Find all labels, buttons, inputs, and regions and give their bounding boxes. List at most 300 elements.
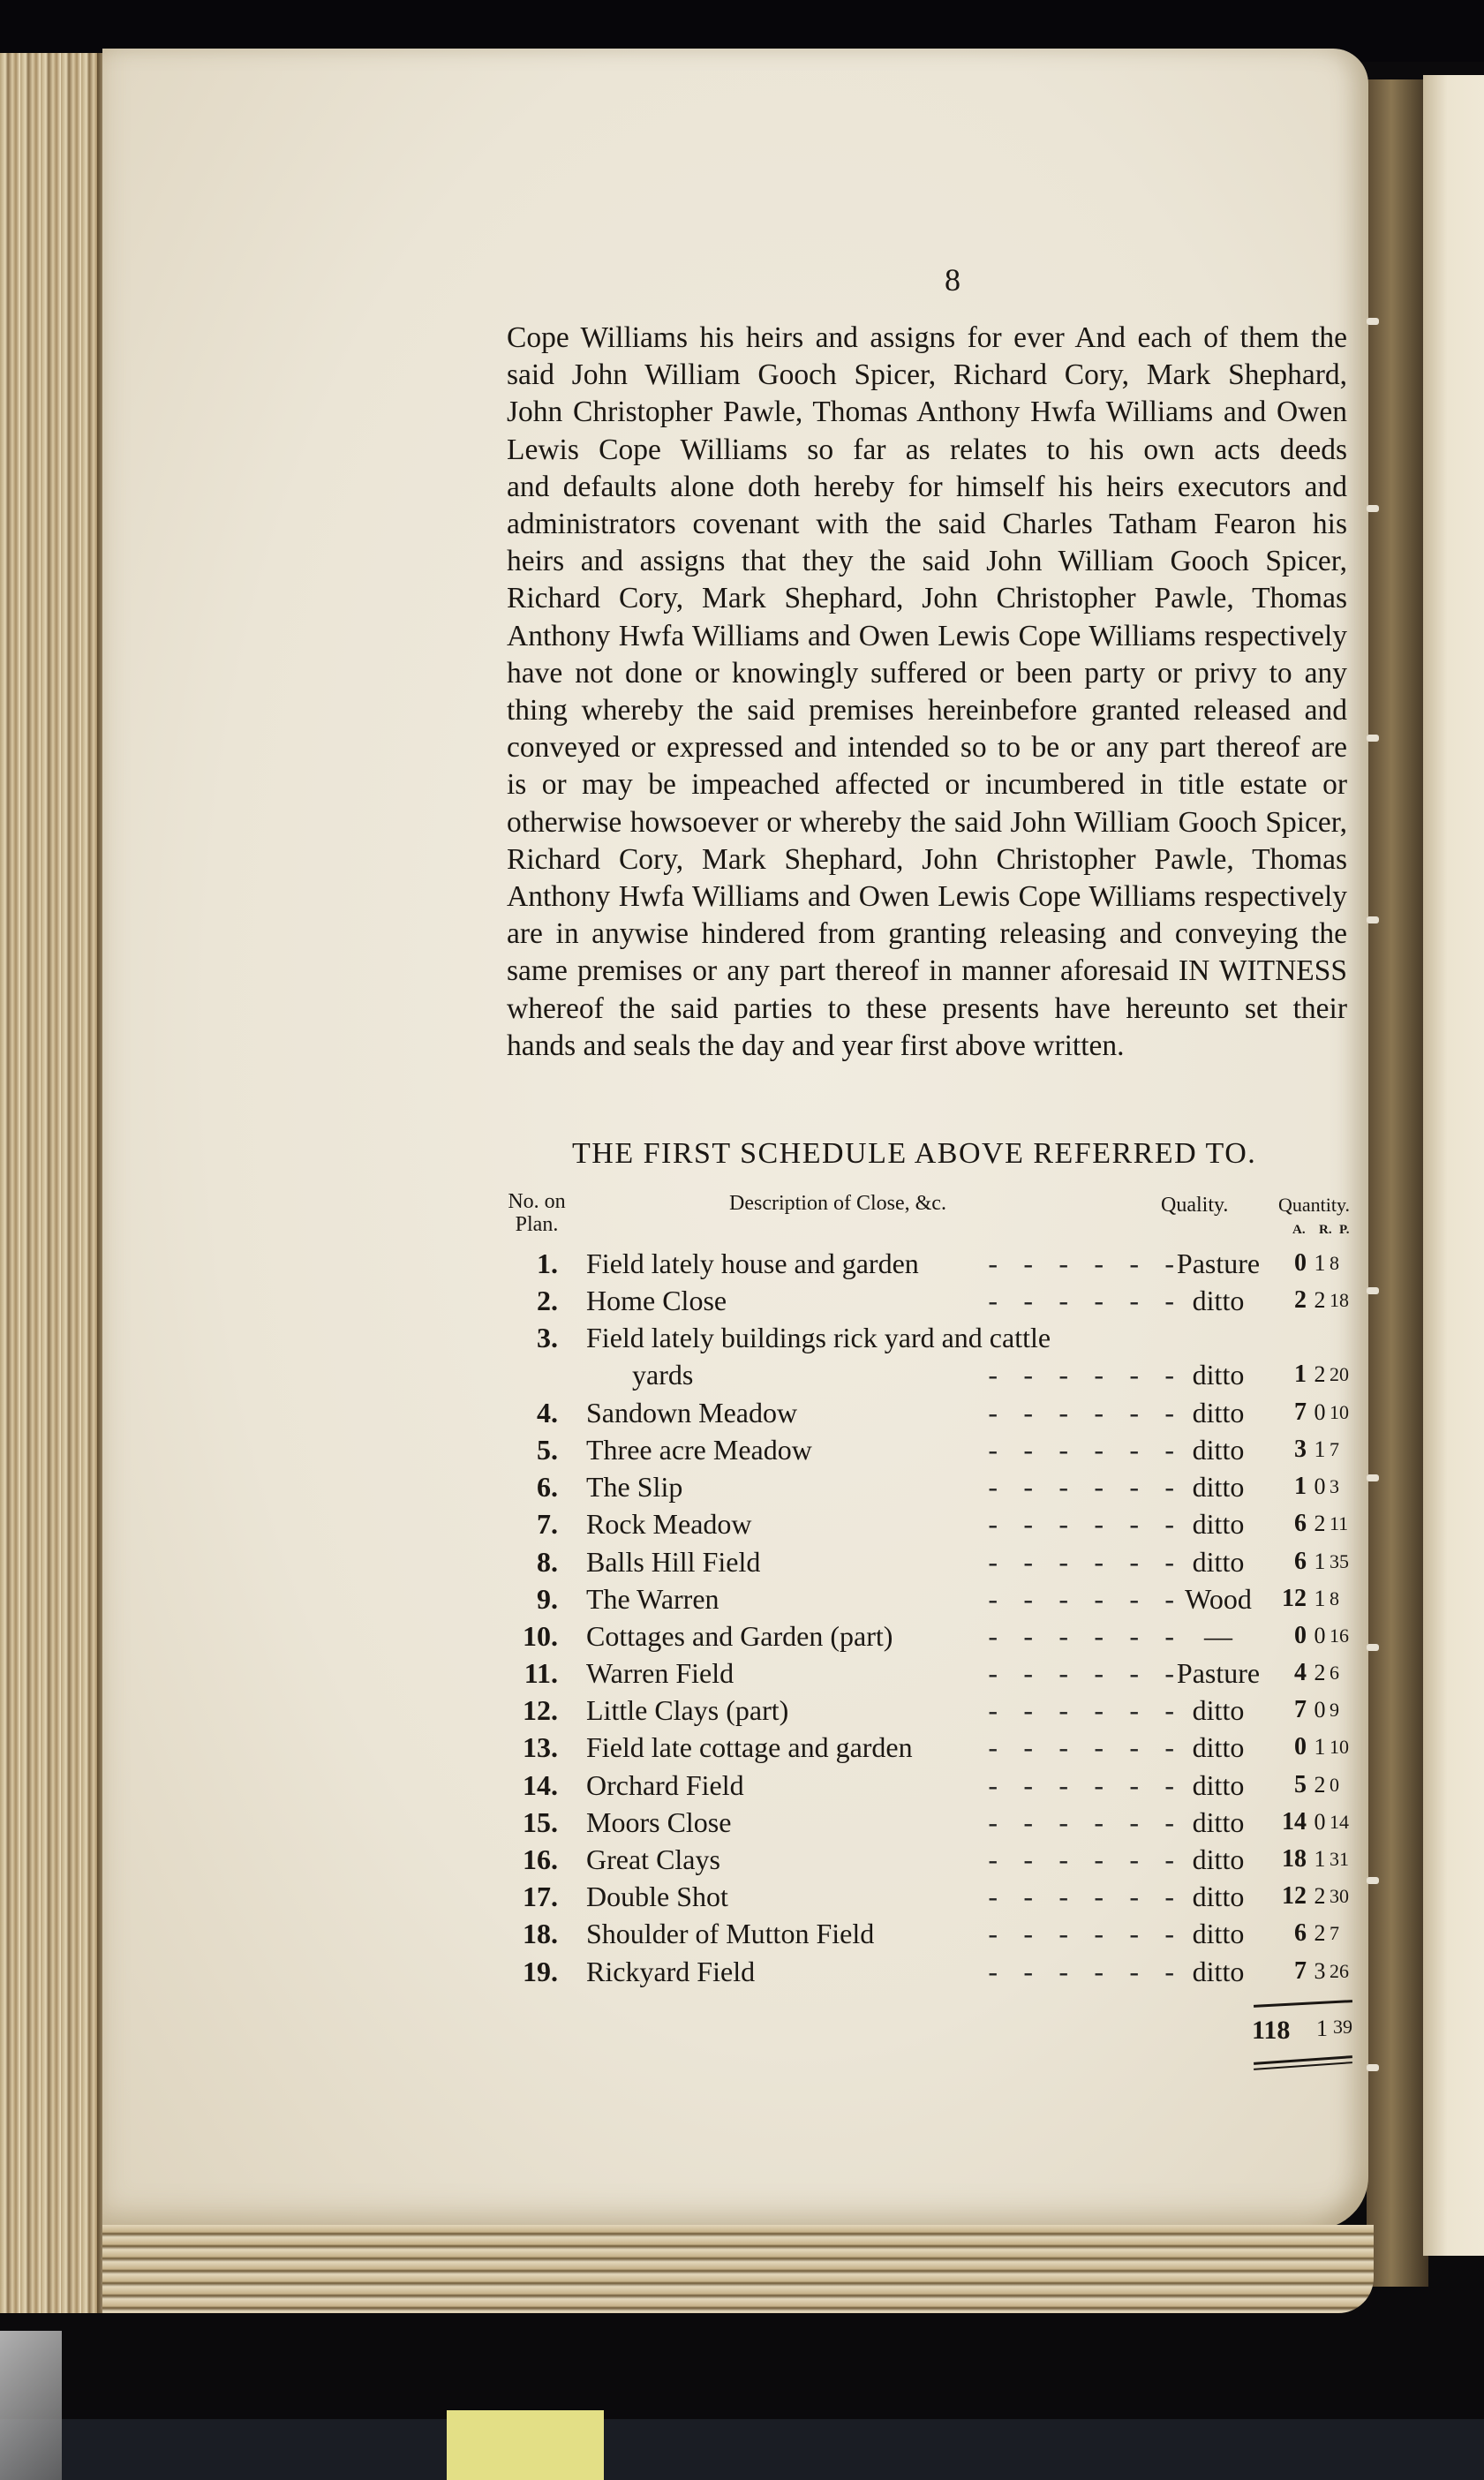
plan-number: 9.: [537, 1582, 558, 1615]
table-row: [503, 1282, 1351, 1319]
perches-cell: 26: [1330, 1959, 1349, 1982]
roods-cell: 2: [1314, 1920, 1326, 1947]
perches-cell: 31: [1330, 1848, 1349, 1871]
leader-dot: -: [988, 1433, 998, 1466]
dot-leader: [962, 1394, 1174, 1431]
leader-dot: -: [1129, 1694, 1139, 1727]
table-row: [503, 1841, 1351, 1878]
column-header-quality: Quality.: [1161, 1194, 1229, 1217]
perches-cell: 11: [1330, 1512, 1349, 1535]
leader-dot: -: [988, 1657, 998, 1690]
quality-cell: ditto: [1192, 1768, 1245, 1801]
acres-cell: 0: [1294, 1249, 1307, 1277]
dot-leader: [962, 1655, 1174, 1692]
roods-cell: 2: [1314, 1287, 1326, 1314]
leader-dot: -: [1094, 1359, 1104, 1391]
dot-leader: [962, 1282, 1174, 1319]
leader-dot: -: [1094, 1805, 1104, 1838]
dot-leader: [962, 1692, 1174, 1729]
acres-cell: 5: [1294, 1770, 1307, 1798]
leader-dot: -: [1094, 1433, 1104, 1466]
acres-cell: 6: [1294, 1919, 1307, 1948]
dot-leader: [962, 1729, 1174, 1766]
quality-cell: ditto: [1192, 1731, 1245, 1764]
leader-dot: -: [988, 1918, 998, 1950]
leader-dot: -: [1023, 1731, 1033, 1764]
leader-dot: -: [1058, 1359, 1068, 1391]
leader-dot: -: [1164, 1545, 1174, 1578]
leader-dot: -: [1023, 1433, 1033, 1466]
text-line: Anthony Hwfa Williams and Owen Lewis Cope Williams respectively: [507, 619, 1347, 652]
roods-cell: 1: [1314, 1846, 1326, 1873]
close-description: Field lately house and garden: [586, 1248, 919, 1279]
leader-dot: -: [1094, 1918, 1104, 1950]
leader-dot: -: [1164, 1805, 1174, 1838]
close-description: Three acre Meadow: [586, 1433, 812, 1466]
acres-cell: 14: [1282, 1807, 1307, 1836]
text-line: and defaults alone doth hereby for himself his heirs executors and: [507, 470, 1347, 503]
perches-cell: 6: [1330, 1662, 1339, 1685]
schedule-table: [503, 1245, 1351, 1990]
leader-dot: -: [988, 1508, 998, 1541]
leader-dot: -: [1129, 1545, 1139, 1578]
text-line: Lewis Cope Williams so far as relates to his own acts deeds: [507, 433, 1347, 466]
plan-number: 13.: [523, 1731, 558, 1764]
text-line: Cope Williams his heirs and assigns for ever And each of them the: [507, 321, 1347, 354]
roods-cell: 1: [1314, 1436, 1326, 1462]
close-description: Great Clays: [586, 1843, 720, 1876]
leader-dot: -: [1023, 1471, 1033, 1504]
leader-dot: -: [1023, 1582, 1033, 1615]
leader-dot: -: [1023, 1359, 1033, 1391]
leader-dot: -: [988, 1285, 998, 1317]
table-row: [503, 1767, 1351, 1804]
acres-cell: 0: [1294, 1621, 1307, 1649]
leader-dot: -: [988, 1694, 998, 1727]
quality-cell: ditto: [1192, 1881, 1245, 1913]
table-row: [503, 1953, 1351, 1990]
quality-cell: ditto: [1192, 1359, 1245, 1391]
leader-dot: -: [1164, 1694, 1174, 1727]
leader-dot: -: [1023, 1508, 1033, 1541]
dot-leader: [962, 1580, 1174, 1617]
text-line: have not done or knowingly suffered or been party or privy to any: [507, 656, 1347, 690]
leader-dot: -: [1129, 1285, 1139, 1317]
dot-leader: [962, 1953, 1174, 1990]
perches-cell: 16: [1330, 1624, 1349, 1647]
leader-dot: -: [1058, 1285, 1068, 1317]
leader-dot: -: [1129, 1508, 1139, 1541]
roods-cell: 2: [1314, 1660, 1326, 1686]
perches-cell: 9: [1330, 1699, 1339, 1722]
leader-dot: -: [1094, 1508, 1104, 1541]
plan-number: 10.: [523, 1619, 558, 1652]
table-row: [503, 1468, 1351, 1505]
table-row: [503, 1245, 1351, 1282]
leader-dot: -: [1129, 1805, 1139, 1838]
roods-cell: 3: [1314, 1957, 1326, 1984]
leader-dot: -: [1023, 1657, 1033, 1690]
plan-number: 4.: [537, 1396, 558, 1428]
leader-dot: -: [1058, 1955, 1068, 1987]
table-row: [503, 1878, 1351, 1915]
plan-number: 5.: [537, 1433, 558, 1466]
leader-dot: -: [1094, 1843, 1104, 1876]
text-line: are in anywise hindered from granting releasing and conveying the: [507, 917, 1347, 951]
acres-cell: 18: [1282, 1845, 1307, 1873]
dot-leader: [962, 1804, 1174, 1841]
leader-dot: -: [1094, 1955, 1104, 1987]
dot-leader: [962, 1841, 1174, 1878]
plan-number: 17.: [523, 1881, 558, 1913]
roods-cell: 1: [1314, 1250, 1326, 1276]
plan-number: 18.: [523, 1918, 558, 1950]
leader-dot: -: [1094, 1619, 1104, 1652]
leader-dot: -: [1094, 1881, 1104, 1913]
column-header-roods: R.: [1319, 1223, 1332, 1237]
acres-cell: 4: [1294, 1659, 1307, 1687]
quality-cell: Pasture: [1176, 1657, 1261, 1690]
table-row: [503, 1655, 1351, 1692]
leader-dot: -: [1129, 1619, 1139, 1652]
close-description-continued: yards: [632, 1359, 694, 1391]
leader-dot: -: [988, 1805, 998, 1838]
close-description: Warren Field: [586, 1657, 734, 1690]
plan-number: 11.: [524, 1657, 558, 1690]
text-line: thing whereby the said premises hereinbefore granted released and: [507, 694, 1347, 727]
table-row: [503, 1543, 1351, 1580]
roods-cell: 1: [1314, 1585, 1326, 1611]
leader-dot: -: [988, 1731, 998, 1764]
table-row: [503, 1505, 1351, 1542]
close-description: Field late cottage and garden: [586, 1731, 913, 1764]
close-description: Rickyard Field: [586, 1955, 756, 1987]
roods-cell: 0: [1314, 1398, 1326, 1425]
leader-dot: -: [1058, 1619, 1068, 1652]
roods-cell: 1: [1314, 1734, 1326, 1760]
leader-dot: -: [1164, 1396, 1174, 1428]
leader-dot: -: [1164, 1359, 1174, 1391]
leader-dot: -: [1023, 1881, 1033, 1913]
leader-dot: -: [988, 1619, 998, 1652]
leader-dot: -: [1058, 1396, 1068, 1428]
acres-cell: 6: [1294, 1547, 1307, 1575]
leader-dot: -: [1129, 1359, 1139, 1391]
dot-leader: [962, 1543, 1174, 1580]
perches-cell: 18: [1330, 1289, 1349, 1312]
leader-dot: -: [1058, 1508, 1068, 1541]
leader-dot: -: [1164, 1619, 1174, 1652]
leader-dot: -: [1129, 1731, 1139, 1764]
table-row: [503, 1617, 1351, 1655]
quality-cell: ditto: [1192, 1545, 1245, 1578]
text-line: whereof the said parties to these presents have hereunto set their: [507, 991, 1347, 1025]
leader-dot: -: [988, 1396, 998, 1428]
acres-cell: 7: [1294, 1398, 1307, 1426]
leader-dot: -: [1023, 1694, 1033, 1727]
leader-dot: -: [1058, 1248, 1068, 1279]
perches-cell: 14: [1330, 1810, 1349, 1833]
leader-dot: -: [1058, 1433, 1068, 1466]
column-header-no-line2: Plan.: [515, 1213, 559, 1236]
leader-dot: -: [1129, 1248, 1139, 1279]
leader-dot: -: [1164, 1768, 1174, 1801]
leader-dot: -: [1164, 1881, 1174, 1913]
leader-dot: -: [1129, 1918, 1139, 1950]
plan-number: 2.: [537, 1285, 558, 1317]
perches-cell: 0: [1330, 1773, 1339, 1796]
leader-dot: -: [1023, 1248, 1033, 1279]
leader-dot: -: [1164, 1248, 1174, 1279]
leader-dot: -: [1094, 1545, 1104, 1578]
close-description: Rock Meadow: [586, 1508, 752, 1541]
text-line: John Christopher Pawle, Thomas Anthony Hwfa Williams and Owen: [507, 396, 1347, 429]
leader-dot: -: [1058, 1805, 1068, 1838]
acres-cell: 12: [1282, 1584, 1307, 1612]
quality-cell: ditto: [1192, 1955, 1245, 1987]
column-header-no: [503, 1190, 570, 1236]
leader-dot: -: [1164, 1657, 1174, 1690]
quality-cell: Pasture: [1176, 1248, 1261, 1279]
plan-number: 6.: [537, 1471, 558, 1504]
table-row: [503, 1431, 1351, 1468]
table-row: [503, 1915, 1351, 1952]
leader-dot: -: [1129, 1433, 1139, 1466]
acres-cell: 6: [1294, 1510, 1307, 1538]
leader-dot: -: [1129, 1768, 1139, 1801]
leader-dot: -: [1164, 1955, 1174, 1987]
leader-dot: -: [1094, 1731, 1104, 1764]
leader-dot: -: [1164, 1433, 1174, 1466]
leader-dot: -: [1058, 1582, 1068, 1615]
quality-cell: —: [1204, 1619, 1232, 1652]
schedule-title: THE FIRST SCHEDULE ABOVE REFERRED TO.: [572, 1137, 1257, 1170]
dot-leader: [962, 1468, 1174, 1505]
leader-dot: -: [1129, 1955, 1139, 1987]
close-description: Moors Close: [586, 1805, 732, 1838]
dot-leader: [962, 1245, 1174, 1282]
table-row: [503, 1394, 1351, 1431]
quality-cell: ditto: [1192, 1396, 1245, 1428]
table-row: [503, 1580, 1351, 1617]
leader-dot: -: [1094, 1582, 1104, 1615]
perches-cell: 3: [1330, 1475, 1339, 1498]
roods-cell: 0: [1314, 1697, 1326, 1723]
leader-dot: -: [1023, 1285, 1033, 1317]
plan-number: 15.: [523, 1805, 558, 1838]
leader-dot: -: [1023, 1396, 1033, 1428]
leader-dot: -: [1164, 1731, 1174, 1764]
leader-dot: -: [1129, 1471, 1139, 1504]
close-description: Sandown Meadow: [586, 1396, 798, 1428]
close-description: Shoulder of Mutton Field: [586, 1918, 875, 1950]
roods-cell: 2: [1314, 1771, 1326, 1798]
leader-dot: -: [1094, 1285, 1104, 1317]
close-description: Double Shot: [586, 1881, 728, 1913]
close-description: Orchard Field: [586, 1768, 744, 1801]
text-line: otherwise howsoever or whereby the said John William Gooch Spicer,: [507, 805, 1347, 839]
leader-dot: -: [1164, 1843, 1174, 1876]
acres-cell: 12: [1282, 1882, 1307, 1911]
leader-dot: -: [1058, 1768, 1068, 1801]
text-line: Richard Cory, Mark Shephard, John Christopher Pawle, Thomas: [507, 842, 1347, 876]
perches-cell: 7: [1330, 1922, 1339, 1945]
dot-leader: [962, 1915, 1174, 1952]
dot-leader: [962, 1505, 1174, 1542]
acres-cell: 0: [1294, 1733, 1307, 1761]
leader-dot: -: [1094, 1694, 1104, 1727]
roods-cell: 2: [1314, 1883, 1326, 1910]
leader-dot: -: [1164, 1582, 1174, 1615]
quality-cell: ditto: [1192, 1843, 1245, 1876]
leader-dot: -: [1023, 1843, 1033, 1876]
roods-cell: 0: [1314, 1474, 1326, 1500]
dot-leader: [962, 1431, 1174, 1468]
table-row: [503, 1692, 1351, 1729]
leader-dot: -: [988, 1955, 998, 1987]
leader-dot: -: [1058, 1918, 1068, 1950]
roods-cell: 0: [1314, 1622, 1326, 1648]
total-acres: 118: [1252, 2016, 1291, 2045]
text-line: Anthony Hwfa Williams and Owen Lewis Cope Williams respectively: [507, 880, 1347, 914]
leader-dot: -: [1164, 1918, 1174, 1950]
leader-dot: -: [1058, 1657, 1068, 1690]
column-header-perches: P.: [1339, 1223, 1350, 1237]
text-line: is or may be impeached affected or incumbered in title estate or: [507, 768, 1347, 802]
column-header-no-line1: No. on: [508, 1190, 566, 1213]
perches-cell: 7: [1330, 1437, 1339, 1460]
leader-dot: -: [988, 1359, 998, 1391]
leader-dot: -: [1023, 1805, 1033, 1838]
text-line: hands and seals the day and year first above written.: [507, 1029, 1125, 1062]
leader-dot: -: [1129, 1582, 1139, 1615]
plan-number: 19.: [523, 1955, 558, 1987]
leader-dot: -: [1164, 1471, 1174, 1504]
page-number: 8: [945, 262, 960, 298]
acres-cell: 1: [1294, 1473, 1307, 1501]
quality-cell: ditto: [1192, 1508, 1245, 1541]
leader-dot: -: [1094, 1768, 1104, 1801]
plan-number: 3.: [537, 1322, 558, 1354]
total-roods: 1: [1316, 2016, 1328, 2041]
dot-leader: [962, 1356, 1174, 1393]
perches-cell: 35: [1330, 1549, 1349, 1572]
leader-dot: -: [1094, 1471, 1104, 1504]
text-line: same premises or any part thereof in manner aforesaid IN WITNESS: [507, 954, 1347, 988]
close-description: The Warren: [586, 1582, 719, 1615]
plan-number: 7.: [537, 1508, 558, 1541]
leader-dot: -: [1129, 1396, 1139, 1428]
leader-dot: -: [1023, 1619, 1033, 1652]
acres-cell: 7: [1294, 1696, 1307, 1724]
perches-cell: 10: [1330, 1736, 1349, 1759]
dot-leader: [962, 1878, 1174, 1915]
leader-dot: -: [1129, 1843, 1139, 1876]
leader-dot: -: [1023, 1545, 1033, 1578]
text-line: conveyed or expressed and intended so to be or any part thereof are: [507, 731, 1347, 765]
leader-dot: -: [1058, 1731, 1068, 1764]
text-line: administrators covenant with the said Charles Tatham Fearon his: [507, 508, 1347, 541]
leader-dot: -: [1129, 1881, 1139, 1913]
plan-number: 12.: [523, 1694, 558, 1727]
plan-number: 14.: [523, 1768, 558, 1801]
leader-dot: -: [1058, 1843, 1068, 1876]
quality-cell: ditto: [1192, 1918, 1245, 1950]
close-description: Balls Hill Field: [586, 1545, 761, 1578]
text-line: Richard Cory, Mark Shephard, John Christopher Pawle, Thomas: [507, 582, 1347, 615]
quality-cell: ditto: [1192, 1285, 1245, 1317]
leader-dot: -: [1129, 1657, 1139, 1690]
leader-dot: -: [988, 1582, 998, 1615]
close-description: Cottages and Garden (part): [586, 1619, 893, 1652]
leader-dot: -: [988, 1881, 998, 1913]
dot-leader: [962, 1617, 1174, 1655]
deed-paragraph: [507, 320, 1347, 1065]
plan-number: 1.: [537, 1248, 558, 1279]
leader-dot: -: [988, 1545, 998, 1578]
leader-dot: -: [1094, 1396, 1104, 1428]
leader-dot: -: [1058, 1881, 1068, 1913]
leader-dot: -: [1094, 1657, 1104, 1690]
plan-number: 16.: [523, 1843, 558, 1876]
leader-dot: -: [1023, 1955, 1033, 1987]
acres-cell: 3: [1294, 1435, 1307, 1463]
leader-dot: -: [1094, 1248, 1104, 1279]
acres-cell: 7: [1294, 1956, 1307, 1985]
table-row: [503, 1804, 1351, 1841]
perches-cell: 8: [1330, 1252, 1339, 1274]
acres-cell: 1: [1294, 1361, 1307, 1389]
table-row: [503, 1729, 1351, 1766]
plan-number: 8.: [537, 1545, 558, 1578]
perches-cell: 20: [1330, 1363, 1349, 1386]
leader-dot: -: [1023, 1768, 1033, 1801]
total-rule: [1254, 2000, 1352, 2008]
perches-cell: 8: [1330, 1587, 1339, 1609]
quality-cell: ditto: [1192, 1433, 1245, 1466]
acres-cell: 2: [1294, 1286, 1307, 1315]
roods-cell: 1: [1314, 1548, 1326, 1574]
leader-dot: -: [1164, 1285, 1174, 1317]
leader-dot: -: [988, 1768, 998, 1801]
roods-cell: 0: [1314, 1808, 1326, 1835]
column-header-description: Description of Close, &c.: [729, 1192, 946, 1215]
dot-leader: [962, 1767, 1174, 1804]
text-line: said John William Gooch Spicer, Richard Cory, Mark Shephard,: [507, 358, 1347, 392]
leader-dot: -: [1058, 1545, 1068, 1578]
quality-cell: Wood: [1185, 1582, 1252, 1615]
leader-dot: -: [988, 1843, 998, 1876]
quality-cell: ditto: [1192, 1694, 1245, 1727]
leader-dot: -: [1058, 1471, 1068, 1504]
column-header-quantity: Quantity.: [1278, 1194, 1351, 1216]
leader-dot: -: [988, 1471, 998, 1504]
close-description: Field lately buildings rick yard and cattle: [586, 1322, 1051, 1354]
quality-cell: ditto: [1192, 1805, 1245, 1838]
close-description: Little Clays (part): [586, 1694, 789, 1727]
roods-cell: 2: [1314, 1511, 1326, 1537]
leader-dot: -: [1164, 1508, 1174, 1541]
perches-cell: 10: [1330, 1400, 1349, 1423]
close-description: The Slip: [586, 1471, 683, 1504]
total-perches: 39: [1333, 2016, 1352, 2038]
table-row: [503, 1319, 1351, 1393]
close-description: Home Close: [586, 1285, 727, 1317]
perches-cell: 30: [1330, 1885, 1349, 1908]
leader-dot: -: [1023, 1918, 1033, 1950]
column-header-acres: A.: [1292, 1223, 1306, 1237]
leader-dot: -: [988, 1248, 998, 1279]
